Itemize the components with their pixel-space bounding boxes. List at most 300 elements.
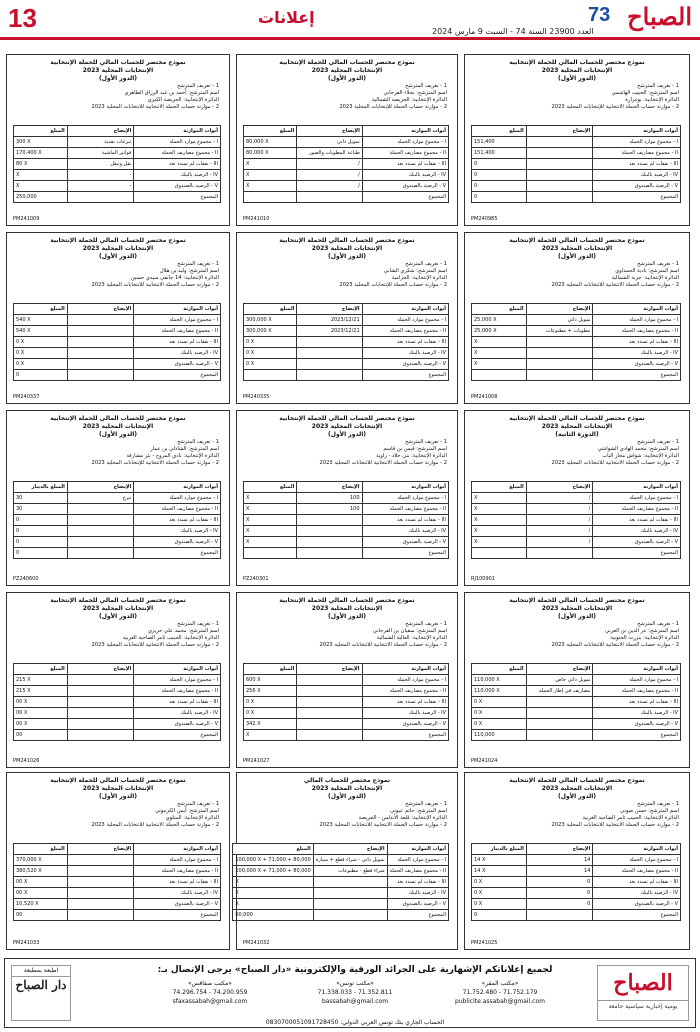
budget-table <box>471 125 681 203</box>
ad-info-line: 1 - تعريف المترشح <box>637 83 679 89</box>
ad-reference-code: PZ240301 <box>243 576 269 582</box>
budget-table <box>13 125 221 203</box>
table-cell: 25,000 X <box>472 326 527 337</box>
column-header: أبواب الموازنة <box>134 844 221 855</box>
table-cell: 0 <box>14 370 68 381</box>
campaign-account-ad <box>6 232 230 404</box>
table-cell: تبرع <box>67 493 133 504</box>
table-cell: IV - الرصيد بالبنك <box>362 348 448 359</box>
table-cell: شراء قطع - مطبوعات <box>313 866 387 877</box>
table-cell: I - مجموع موارد الحملة <box>362 315 448 326</box>
ad-title: نموذج مختصر للحساب المالي للحملة الإنتخابية <box>279 597 415 604</box>
column-header: أبواب الموازنة <box>593 844 681 855</box>
table-row <box>472 192 681 203</box>
table-cell: X <box>472 526 527 537</box>
table-cell: I - مجموع موارد الحملة <box>362 493 449 504</box>
table-row <box>472 526 681 537</box>
column-header: الإيضاح <box>67 482 133 493</box>
table-row <box>14 888 221 899</box>
table-cell <box>67 697 134 708</box>
table-cell <box>297 515 362 526</box>
table-row <box>14 708 221 719</box>
ad-title: نموذج مختصر للحساب المالي للحملة الإنتخابية <box>509 59 645 66</box>
footer-headline: لجميع إعلاناتكم الإشهارية على الجرائد الورقية والإلكترونية «دار الصباح» يرجى الإتصال بـ: <box>157 965 553 975</box>
ad-info-line: الدائرة الإنتخابية: بني خلاد - زاوية <box>376 453 447 459</box>
table-cell: / <box>297 170 363 181</box>
table-cell: 80,000 X <box>244 148 297 159</box>
table-row <box>244 675 449 686</box>
table-row <box>233 899 449 910</box>
column-header: الإيضاح <box>297 304 362 315</box>
table-row <box>14 504 221 515</box>
ad-info-line: 2 - موازنة حساب الحملة الانتخابية للانتخابات المحلية 2023 <box>91 642 219 648</box>
table-cell: 14 X <box>472 866 527 877</box>
ad-info-line: 1 - تعريف المترشح <box>637 801 679 807</box>
table-row <box>244 337 449 348</box>
ad-info-line: الدائرة الإنتخابية: الجريصة الكبرى <box>147 97 219 103</box>
table-cell: 14 <box>526 866 592 877</box>
ad-info-line: الدائرة الإنتخابية: المتلوي <box>165 815 219 821</box>
campaign-account-ad <box>236 772 458 950</box>
campaign-account-ad <box>464 592 690 768</box>
table-cell <box>313 910 387 921</box>
table-cell: تبرعات نقدية <box>67 137 134 148</box>
table-row <box>244 348 449 359</box>
table-cell: / <box>297 159 363 170</box>
table-row <box>244 526 449 537</box>
table-cell <box>67 888 134 899</box>
ad-round: (الدور الأول) <box>328 613 366 620</box>
table-cell: V - الرصيد بالصندوق <box>134 537 221 548</box>
column-header: أبواب الموازنة <box>362 126 448 137</box>
table-cell: V - الرصيد بالصندوق <box>134 359 221 370</box>
table-cell: 342 X <box>244 719 297 730</box>
table-row <box>472 910 681 921</box>
table-cell: / <box>526 526 593 537</box>
table-cell: III - نفقات لم تسدد بعد <box>593 337 681 348</box>
ad-reference-code: PM240337 <box>13 394 40 400</box>
table-row <box>244 537 449 548</box>
table-cell: III - نفقات لم تسدد بعد <box>362 697 449 708</box>
ad-info-line: 2 - موازنة حساب الحملة الانتخابية للإنتخابات المحلية 2023 <box>91 460 219 466</box>
table-header-row <box>472 126 681 137</box>
table-cell: X <box>244 159 297 170</box>
table-cell: 2023/12/21 <box>297 326 362 337</box>
table-cell: 0 X <box>244 708 297 719</box>
table-cell: 0 X <box>244 348 297 359</box>
column-header: أبواب الموازنة <box>387 844 448 855</box>
table-cell: المجموع <box>387 910 448 921</box>
ad-subtitle: الإنتخابات المحلية 2023 <box>311 605 383 612</box>
page-number: 13 <box>8 3 37 33</box>
table-cell: X <box>244 493 297 504</box>
table-cell: المجموع <box>593 370 681 381</box>
table-cell: II - مجموع مصاريف الحملة <box>362 504 449 515</box>
table-cell <box>526 337 593 348</box>
table-cell: II - مجموع مصاريف الحملة <box>134 148 221 159</box>
budget-table <box>471 303 681 381</box>
table-cell: نقل وتنقل <box>67 159 134 170</box>
table-cell: 0 X <box>14 348 68 359</box>
table-cell <box>472 370 527 381</box>
table-cell: 0 <box>472 159 527 170</box>
column-header: المبلغ <box>14 304 68 315</box>
table-row <box>472 493 681 504</box>
table-cell: IV - الرصيد بالبنك <box>362 708 449 719</box>
column-header: أبواب الموازنة <box>134 304 221 315</box>
table-row <box>14 148 221 159</box>
ad-info-line: 2 - موازنة حساب الحملة الانتخابية للانتخابات المحلية 2023 <box>551 642 679 648</box>
table-cell: 14 <box>526 855 592 866</box>
table-cell: 00 X <box>14 888 68 899</box>
table-row <box>244 181 449 192</box>
issue-line: العدد 23900 السنة 74 - السبت 9 مارس 2024 <box>432 27 594 36</box>
table-cell: X <box>472 537 527 548</box>
ad-info-line: 1 - تعريف المترشح <box>637 439 679 445</box>
table-cell <box>297 675 362 686</box>
table-cell: 215 X <box>14 686 68 697</box>
ad-round: (الدور الأول) <box>99 793 137 800</box>
ad-subtitle: الإنتخابات المحلية 2023 <box>541 67 613 74</box>
table-cell: II - مجموع مصاريف الحملة <box>134 686 221 697</box>
ad-reference-code: RJ100901 <box>471 576 496 582</box>
table-cell: 250,000 <box>14 192 68 203</box>
ad-reference-code: PM241008 <box>471 394 498 400</box>
table-cell <box>313 888 387 899</box>
table-cell: X <box>14 170 68 181</box>
table-cell: X <box>233 899 313 910</box>
ad-info-line: اسم المترشح: عز الدين بن العربي <box>604 628 679 634</box>
ad-subtitle: الإنتخابات المحلية 2023 <box>541 785 613 792</box>
ad-info-line: 1 - تعريف المترشح <box>177 439 219 445</box>
table-cell: X <box>472 515 527 526</box>
budget-table <box>13 481 221 559</box>
budget-table <box>243 303 449 381</box>
table-cell: 215 X <box>14 675 68 686</box>
table-row <box>472 708 681 719</box>
table-cell <box>67 899 134 910</box>
table-row <box>244 686 449 697</box>
table-cell <box>67 537 133 548</box>
column-header: المبلغ <box>472 126 527 137</box>
table-row <box>14 192 221 203</box>
ad-info-line: 2 - موازنة حساب الحملة الانتخابية للانتخابات المحلية 2023 <box>319 642 447 648</box>
ad-info-line: 1 - تعريف المترشح <box>637 621 679 627</box>
table-cell: المجموع <box>134 730 221 741</box>
table-cell: 00 <box>14 910 68 921</box>
table-cell <box>67 526 133 537</box>
table-cell: 110,000 X <box>472 675 527 686</box>
table-cell: IV - الرصيد بالبنك <box>593 170 681 181</box>
table-cell: 0 <box>14 526 68 537</box>
table-row <box>244 192 449 203</box>
table-cell: المجموع <box>593 730 681 741</box>
ad-round: (الدور الأول) <box>328 75 366 82</box>
table-row <box>472 148 681 159</box>
masthead-logo <box>588 2 692 36</box>
footer-office-tunis: «مكتب تونس» 71.352.811 - 71.338.033 bassabah@gmail.com <box>317 980 393 1005</box>
table-cell: 256 X <box>244 686 297 697</box>
ad-round: (الدور الأول) <box>99 613 137 620</box>
table-cell: I - مجموع موارد الحملة <box>593 855 681 866</box>
campaign-account-ad <box>236 232 458 404</box>
ad-info-line: الدائرة الإنتخابية: الحزامية <box>391 275 447 281</box>
column-header: الإيضاح <box>67 126 134 137</box>
ad-subtitle: الإنتخابات المحلية 2023 <box>82 605 154 612</box>
table-cell: 0 <box>14 515 68 526</box>
table-cell: V - الرصيد بالصندوق <box>593 899 681 910</box>
ad-reference-code: PM241027 <box>243 758 270 764</box>
table-row <box>472 504 681 515</box>
ad-reference-code: PM240985 <box>471 216 498 222</box>
table-cell: 80 X <box>14 159 68 170</box>
ad-round: (الدورة الثانية) <box>555 431 599 438</box>
ad-round: (الدور الأول) <box>558 75 596 82</box>
table-cell: مطويات + مطبوعات <box>526 326 593 337</box>
table-cell: IV - الرصيد بالبنك <box>362 170 448 181</box>
table-cell: I - مجموع موارد الحملة <box>593 493 681 504</box>
table-cell: IV - الرصيد بالبنك <box>134 526 221 537</box>
table-row <box>472 730 681 741</box>
table-cell: X <box>244 181 297 192</box>
ad-info-line: الدائرة الإنتخابية: بوغرارة <box>625 97 679 103</box>
table-header-row <box>233 844 449 855</box>
table-cell: 110,000 <box>472 730 527 741</box>
table-cell: مصاريف في إطار الحملة <box>526 686 593 697</box>
table-cell: المجموع <box>134 192 221 203</box>
table-row <box>14 493 221 504</box>
ad-subtitle: الإنتخابات المحلية 2023 <box>311 67 383 74</box>
table-cell: X <box>244 504 297 515</box>
table-cell <box>67 708 134 719</box>
ad-info-line: الدائرة الإنتخابية: قلعة الأندلس - الجريصة <box>358 815 447 821</box>
column-header: أبواب الموازنة <box>593 126 681 137</box>
table-row <box>472 855 681 866</box>
ad-info-line: 1 - تعريف المترشح <box>177 261 219 267</box>
footer-logo-dar-assabah: اطبعة بمطبعة دار الصباح <box>11 965 71 1021</box>
column-header: الإيضاح <box>297 126 363 137</box>
ad-info-line: 2 - موازنة حساب الحملة الانتخابية للإنتخابات المحلية 2023 <box>551 104 679 110</box>
campaign-account-ad <box>464 54 690 226</box>
table-cell <box>526 548 593 559</box>
column-header: أبواب الموازنة <box>593 664 681 675</box>
table-header-row <box>472 844 681 855</box>
table-row <box>14 170 221 181</box>
ad-info-line: الدائرة الإنتخابية: 14 جانفي سيدي حسين <box>130 275 219 281</box>
table-cell: / <box>526 504 593 515</box>
table-cell: III - نفقات لم تسدد بعد <box>593 515 681 526</box>
table-cell: 00 X <box>14 697 68 708</box>
ad-info-line: اسم المترشح: محمد علي حريزي <box>147 628 219 634</box>
ad-title: نموذج مختصر للحساب المالي للحملة الإنتخابية <box>509 237 645 244</box>
budget-table <box>232 843 449 921</box>
table-cell: V - الرصيد بالصندوق <box>593 537 681 548</box>
table-row <box>14 697 221 708</box>
footer-logo-assabah: الصباح يومية إخبارية سياسية جامعة <box>597 965 689 1021</box>
table-cell <box>526 719 593 730</box>
footer-ad <box>4 958 696 1028</box>
footer-office-hq: «مكتب المقر» 71.752.179 - 71.752.480 publicite.assabah@gmail.com <box>455 980 545 1005</box>
table-cell <box>297 708 362 719</box>
table-cell <box>67 370 134 381</box>
ad-reference-code: PM241025 <box>471 940 498 946</box>
ad-info-line: اسم المترشح: حاتم عيوني <box>390 808 447 814</box>
table-cell: II - مجموع مصاريف الحملة <box>593 504 681 515</box>
table-row <box>14 877 221 888</box>
ad-info-line: 2 - موازنة حساب الحملة الانتخابية للانتخابات المحلية 2023 <box>91 822 219 828</box>
table-row <box>472 866 681 877</box>
table-row <box>472 159 681 170</box>
logo-number: 73 <box>588 4 611 26</box>
table-cell <box>526 148 593 159</box>
table-cell: 100,000 X + 71,000 + 80,000 <box>233 855 313 866</box>
table-cell: V - الرصيد بالصندوق <box>134 719 221 730</box>
ad-reference-code: PM241032 <box>243 940 270 946</box>
table-cell: / <box>526 515 593 526</box>
table-header-row <box>14 482 221 493</box>
table-row <box>472 359 681 370</box>
table-row <box>14 337 221 348</box>
table-header-row <box>472 304 681 315</box>
table-cell: IV - الرصيد بالبنك <box>593 708 681 719</box>
table-cell: 0 <box>526 888 592 899</box>
table-cell: المجموع <box>134 370 221 381</box>
table-cell: I - مجموع موارد الحملة <box>362 137 448 148</box>
table-cell: IV - الرصيد بالبنك <box>134 708 221 719</box>
table-cell: X <box>472 337 527 348</box>
table-row <box>14 370 221 381</box>
ad-info-line: 1 - تعريف المترشح <box>405 621 447 627</box>
campaign-account-ad <box>236 410 458 586</box>
table-row <box>14 159 221 170</box>
footer-bank-account: الحساب الجاري بنك تونس العربي الدولي: 0830700051091728450 <box>265 1019 445 1026</box>
ad-round: (الدور الأول) <box>558 613 596 620</box>
ad-info-line: الدائرة الإنتخابية: بنزرت الجنوبية <box>610 635 679 641</box>
ad-info-line: اسم المترشح: نجلاء الفرجاني <box>383 90 447 96</box>
table-cell: III - نفقات لم تسدد بعد <box>134 877 221 888</box>
table-cell: X <box>472 348 527 359</box>
table-cell: 0 X <box>244 337 297 348</box>
table-row <box>233 888 449 899</box>
table-cell: 370,000 X <box>14 855 68 866</box>
table-header-row <box>472 664 681 675</box>
table-cell: 0 X <box>472 888 527 899</box>
ad-subtitle: الإنتخابات المحلية 2023 <box>311 423 383 430</box>
table-cell: III - نفقات لم تسدد بعد <box>134 159 221 170</box>
ad-round: (الدور الأول) <box>328 253 366 260</box>
table-row <box>244 148 449 159</box>
table-cell: I - مجموع موارد الحملة <box>134 315 221 326</box>
ad-info-line: 1 - تعريف المترشح <box>177 801 219 807</box>
ad-info-line: 1 - تعريف المترشح <box>405 801 447 807</box>
campaign-account-ad <box>6 54 230 226</box>
table-cell <box>526 348 593 359</box>
table-cell <box>67 192 134 203</box>
table-cell: I - مجموع موارد الحملة <box>134 137 221 148</box>
table-row <box>472 548 681 559</box>
ad-info-line: 2 - موازنة حساب الحملة للإنتخابات المحلية 2023 <box>339 282 447 288</box>
table-cell: - <box>67 170 134 181</box>
table-row <box>472 170 681 181</box>
table-cell <box>297 348 362 359</box>
table-cell: III - نفقات لم تسدد بعد <box>134 515 221 526</box>
table-row <box>233 866 449 877</box>
ad-subtitle: الإنتخابات المحلية 2023 <box>311 245 383 252</box>
budget-table <box>13 843 221 921</box>
ad-reference-code: PM241024 <box>471 758 498 764</box>
table-cell: V - الرصيد بالصندوق <box>362 537 449 548</box>
table-row <box>244 548 449 559</box>
table-cell <box>297 697 362 708</box>
budget-table <box>471 481 681 559</box>
table-row <box>244 326 449 337</box>
ad-info-line: اسم المترشح: أحمد بن عبد الرزاق الطاهري <box>124 90 219 96</box>
table-row <box>472 348 681 359</box>
table-cell <box>526 910 592 921</box>
table-cell: المجموع <box>362 548 449 559</box>
table-row <box>233 877 449 888</box>
ad-subtitle: الإنتخابات المحلية 2023 <box>82 785 154 792</box>
table-cell: 151,400 <box>472 148 527 159</box>
table-cell: 110,000 X <box>472 686 527 697</box>
table-cell <box>313 877 387 888</box>
table-cell: 0 X <box>472 877 527 888</box>
column-header: الإيضاح <box>526 482 593 493</box>
table-cell: 2023/12/21 <box>297 315 362 326</box>
column-header: أبواب الموازنة <box>362 304 448 315</box>
table-cell: V - الرصيد بالصندوق <box>134 181 221 192</box>
ad-info-line: 2 - موازنة حساب الحملة الانتخابية للانتخابات المحلية 2023 <box>551 822 679 828</box>
table-row <box>233 855 449 866</box>
column-header: المبلغ <box>14 126 68 137</box>
ad-title: نموذج مختصر للحساب المالي للحملة الإنتخابية <box>509 777 645 784</box>
table-cell <box>297 548 362 559</box>
ad-subtitle: الإنتخابات المحلية 2023 <box>541 245 613 252</box>
campaign-account-ad <box>464 232 690 404</box>
column-header: الإيضاح <box>313 844 387 855</box>
table-header-row <box>14 664 221 675</box>
column-header: الإيضاح <box>526 126 593 137</box>
table-cell: II - مجموع مصاريف الحملة <box>362 326 448 337</box>
table-cell: V - الرصيد بالصندوق <box>134 899 221 910</box>
table-row <box>472 899 681 910</box>
table-cell: 10,520 X <box>14 899 68 910</box>
table-header-row <box>244 482 449 493</box>
table-row <box>14 181 221 192</box>
ad-subtitle: الإنتخابات المحلية 2023 <box>541 423 613 430</box>
column-header: الإيضاح <box>67 664 134 675</box>
table-cell: 0 X <box>244 697 297 708</box>
table-row <box>244 137 449 148</box>
table-cell: 300,000 X <box>244 315 297 326</box>
budget-table <box>471 843 681 921</box>
table-cell: 300 X <box>14 137 68 148</box>
table-cell: المجموع <box>593 910 681 921</box>
table-cell: IV - الرصيد بالبنك <box>387 888 448 899</box>
table-cell <box>67 866 134 877</box>
table-cell: II - مجموع مصاريف الحملة <box>362 148 448 159</box>
table-row <box>14 348 221 359</box>
table-row <box>14 359 221 370</box>
table-cell: المجموع <box>134 910 221 921</box>
table-cell <box>526 708 593 719</box>
campaign-account-ad <box>6 592 230 768</box>
table-row <box>14 866 221 877</box>
table-row <box>14 526 221 537</box>
table-cell: X <box>472 493 527 504</box>
table-row <box>244 170 449 181</box>
ad-info-line: الدائرة الإنتخابية: شواش مجاز الباب <box>602 453 679 459</box>
